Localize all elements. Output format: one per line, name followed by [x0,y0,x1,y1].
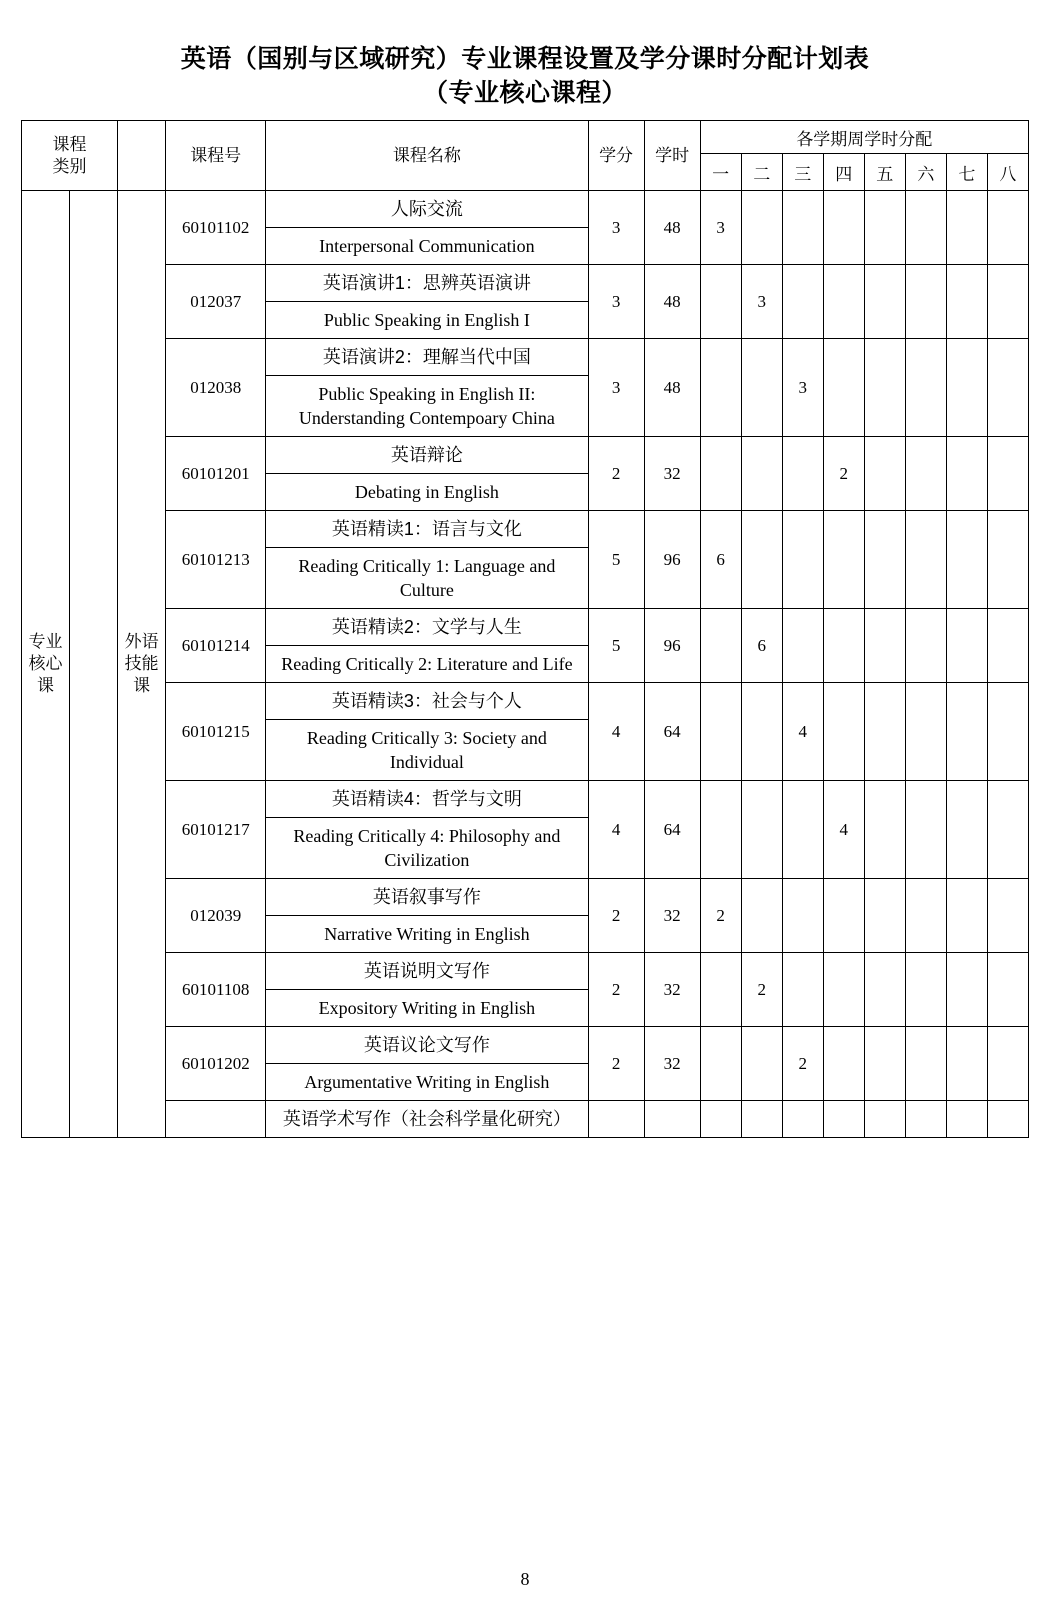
header-term-2: 二 [741,154,782,191]
course-name [266,437,588,511]
term-3-hours [782,511,823,609]
table-row [22,265,1029,339]
term-4-hours [823,339,864,437]
term-5-hours [864,339,905,437]
header-terms-group: 各学期周学时分配 [700,121,1028,154]
term-1-hours [700,265,741,339]
course-hours: 32 [644,879,700,953]
term-2-hours [741,339,782,437]
term-5-hours [864,511,905,609]
term-8-hours [987,953,1028,1027]
term-6-hours [905,339,946,437]
term-7-hours [946,879,987,953]
table-row [22,437,1029,511]
course-hours: 32 [644,953,700,1027]
header-row-1 [22,121,1029,154]
course-name-en: Argumentative Writing in English [304,1072,550,1092]
course-code: 60101213 [166,511,266,609]
course-credit: 3 [588,339,644,437]
term-1-hours [700,1101,741,1138]
term-2-hours [741,191,782,265]
course-credit: 5 [588,511,644,609]
course-name-en: Reading Critically 4: Philosophy and Civilization [293,826,561,870]
term-8-hours [987,609,1028,683]
course-hours: 96 [644,609,700,683]
table-row [22,1101,1029,1138]
table-row [22,609,1029,683]
course-code: 60101217 [166,781,266,879]
term-5-hours [864,879,905,953]
course-hours: 96 [644,511,700,609]
header-term-7: 七 [946,154,987,191]
term-1-hours [700,609,741,683]
term-7-hours [946,1101,987,1138]
term-4-hours [823,879,864,953]
term-6-hours [905,1027,946,1101]
category-cell: 专业 核心 课 [22,191,70,1138]
course-hours: 48 [644,265,700,339]
table-row [22,781,1029,879]
course-code: 012039 [166,879,266,953]
term-2-hours: 2 [741,953,782,1027]
term-3-hours [782,191,823,265]
term-8-hours [987,265,1028,339]
term-8-hours [987,511,1028,609]
term-5-hours [864,265,905,339]
term-6-hours [905,781,946,879]
term-8-hours [987,879,1028,953]
course-credit: 2 [588,953,644,1027]
course-name-cn: 英语精读4：哲学与文明 [266,781,587,818]
term-6-hours [905,683,946,781]
term-8-hours [987,683,1028,781]
page-title [0,0,1050,120]
course-name [266,511,588,609]
course-credit: 2 [588,1027,644,1101]
course-name-en: Reading Critically 2: Literature and Life [281,654,573,674]
header-hours: 学时 [644,121,700,191]
course-name-cn: 英语精读1：语言与文化 [266,511,587,548]
term-4-hours: 2 [823,437,864,511]
term-6-hours [905,879,946,953]
term-7-hours [946,953,987,1027]
term-1-hours: 3 [700,191,741,265]
term-5-hours [864,683,905,781]
term-6-hours [905,191,946,265]
course-hours [644,1101,700,1138]
term-1-hours [700,1027,741,1101]
course-hours: 48 [644,339,700,437]
term-5-hours [864,781,905,879]
term-4-hours [823,1027,864,1101]
term-7-hours [946,265,987,339]
term-7-hours [946,1027,987,1101]
course-name [266,1101,588,1138]
table-row [22,879,1029,953]
term-3-hours [782,1101,823,1138]
course-name [266,265,588,339]
table-body [22,191,1029,1138]
term-3-hours [782,879,823,953]
course-name [266,781,588,879]
course-name-en: Narrative Writing in English [324,924,530,944]
table-header [22,121,1029,191]
header-term-5: 五 [864,154,905,191]
course-code: 60101214 [166,609,266,683]
course-name-cn: 英语演讲1：思辨英语演讲 [266,265,587,302]
term-1-hours [700,339,741,437]
course-name-en: Debating in English [354,482,499,502]
header-course-name: 课程名称 [266,121,588,191]
course-name-cn: 人际交流 [266,191,587,228]
term-6-hours [905,511,946,609]
header-term-1: 一 [700,154,741,191]
course-hours: 32 [644,1027,700,1101]
course-name [266,191,588,265]
term-1-hours [700,683,741,781]
course-name-en: Public Speaking in English II: Understanding Contempoary China [298,384,555,428]
course-credit: 2 [588,437,644,511]
page-number: 8 [520,1569,530,1589]
term-2-hours [741,879,782,953]
term-7-hours [946,781,987,879]
title-line-1: 英语（国别与区域研究）专业课程设置及学分课时分配计划表 [180,45,870,73]
course-credit: 4 [588,683,644,781]
term-3-hours [782,781,823,879]
term-5-hours [864,1101,905,1138]
course-credit: 5 [588,609,644,683]
subcategory-cell: 外语 技能 课 [118,191,166,1138]
term-5-hours [864,191,905,265]
course-code: 012038 [166,339,266,437]
course-plan-table [21,120,1029,1138]
term-6-hours [905,265,946,339]
term-2-hours [741,437,782,511]
term-8-hours [987,1027,1028,1101]
course-code: 60101102 [166,191,266,265]
course-name-cn: 英语辩论 [266,437,587,474]
term-1-hours: 6 [700,511,741,609]
term-8-hours [987,339,1028,437]
header-term-4: 四 [823,154,864,191]
course-name-cn: 英语演讲2：理解当代中国 [266,339,587,376]
term-5-hours [864,609,905,683]
course-hours: 64 [644,683,700,781]
term-4-hours [823,511,864,609]
term-1-hours [700,781,741,879]
term-4-hours [823,953,864,1027]
course-name-en: Expository Writing in English [318,998,536,1018]
term-6-hours [905,609,946,683]
term-6-hours [905,437,946,511]
table-row [22,191,1029,265]
term-3-hours: 3 [782,339,823,437]
term-8-hours [987,191,1028,265]
course-code [166,1101,266,1138]
term-4-hours: 4 [823,781,864,879]
course-credit: 3 [588,265,644,339]
course-name-cn: 英语学术写作（社会科学量化研究） [282,1109,571,1129]
table-row [22,953,1029,1027]
course-name-en: Reading Critically 3: Society and Individual [306,728,547,772]
term-2-hours [741,1101,782,1138]
course-code: 012037 [166,265,266,339]
course-name-en: Reading Critically 1: Language and Culture [298,556,556,600]
term-7-hours [946,511,987,609]
term-2-hours: 3 [741,265,782,339]
term-2-hours [741,1027,782,1101]
course-code: 60101201 [166,437,266,511]
table-row [22,1027,1029,1101]
header-category-blank [118,121,166,191]
term-1-hours: 2 [700,879,741,953]
term-5-hours [864,437,905,511]
table-row [22,511,1029,609]
course-hours: 64 [644,781,700,879]
term-7-hours [946,683,987,781]
header-term-8: 八 [987,154,1028,191]
course-name-cn: 英语说明文写作 [266,953,587,990]
term-7-hours [946,339,987,437]
course-name [266,953,588,1027]
course-name-cn: 英语精读3：社会与个人 [266,683,587,720]
course-name-cn: 英语精读2：文学与人生 [266,609,587,646]
term-8-hours [987,437,1028,511]
term-6-hours [905,1101,946,1138]
term-3-hours [782,265,823,339]
term-1-hours [700,437,741,511]
header-course-code: 课程号 [166,121,266,191]
term-8-hours [987,781,1028,879]
header-credit: 学分 [588,121,644,191]
course-credit: 2 [588,879,644,953]
term-4-hours [823,683,864,781]
term-3-hours: 2 [782,1027,823,1101]
term-7-hours [946,437,987,511]
term-3-hours [782,953,823,1027]
course-code: 60101108 [166,953,266,1027]
term-4-hours [823,191,864,265]
term-7-hours [946,191,987,265]
term-2-hours [741,683,782,781]
term-1-hours [700,953,741,1027]
term-8-hours [987,1101,1028,1138]
term-5-hours [864,1027,905,1101]
term-4-hours [823,1101,864,1138]
term-4-hours [823,609,864,683]
term-5-hours [864,953,905,1027]
term-7-hours [946,609,987,683]
term-3-hours [782,437,823,511]
header-category: 课程 类别 [22,121,118,191]
term-2-hours: 6 [741,609,782,683]
course-name-en: Interpersonal Communication [319,236,535,256]
course-name-en: Public Speaking in English I [323,310,530,330]
term-6-hours [905,953,946,1027]
term-2-hours [741,781,782,879]
course-code: 60101202 [166,1027,266,1101]
term-3-hours [782,609,823,683]
title-line-2: （专业核心课程） [422,79,627,107]
course-credit [588,1101,644,1138]
course-code: 60101215 [166,683,266,781]
header-term-6: 六 [905,154,946,191]
term-2-hours [741,511,782,609]
course-name-cn: 英语议论文写作 [266,1027,587,1064]
course-name [266,1027,588,1101]
term-4-hours [823,265,864,339]
course-hours: 32 [644,437,700,511]
course-name [266,683,588,781]
course-name-cn: 英语叙事写作 [266,879,587,916]
course-name [266,879,588,953]
course-name [266,339,588,437]
header-term-3: 三 [782,154,823,191]
course-credit: 3 [588,191,644,265]
term-3-hours: 4 [782,683,823,781]
table-row [22,339,1029,437]
course-credit: 4 [588,781,644,879]
category-spacer-cell [70,191,118,1138]
course-hours: 48 [644,191,700,265]
course-table-wrapper [0,120,1050,1138]
table-row [22,683,1029,781]
course-name [266,609,588,683]
